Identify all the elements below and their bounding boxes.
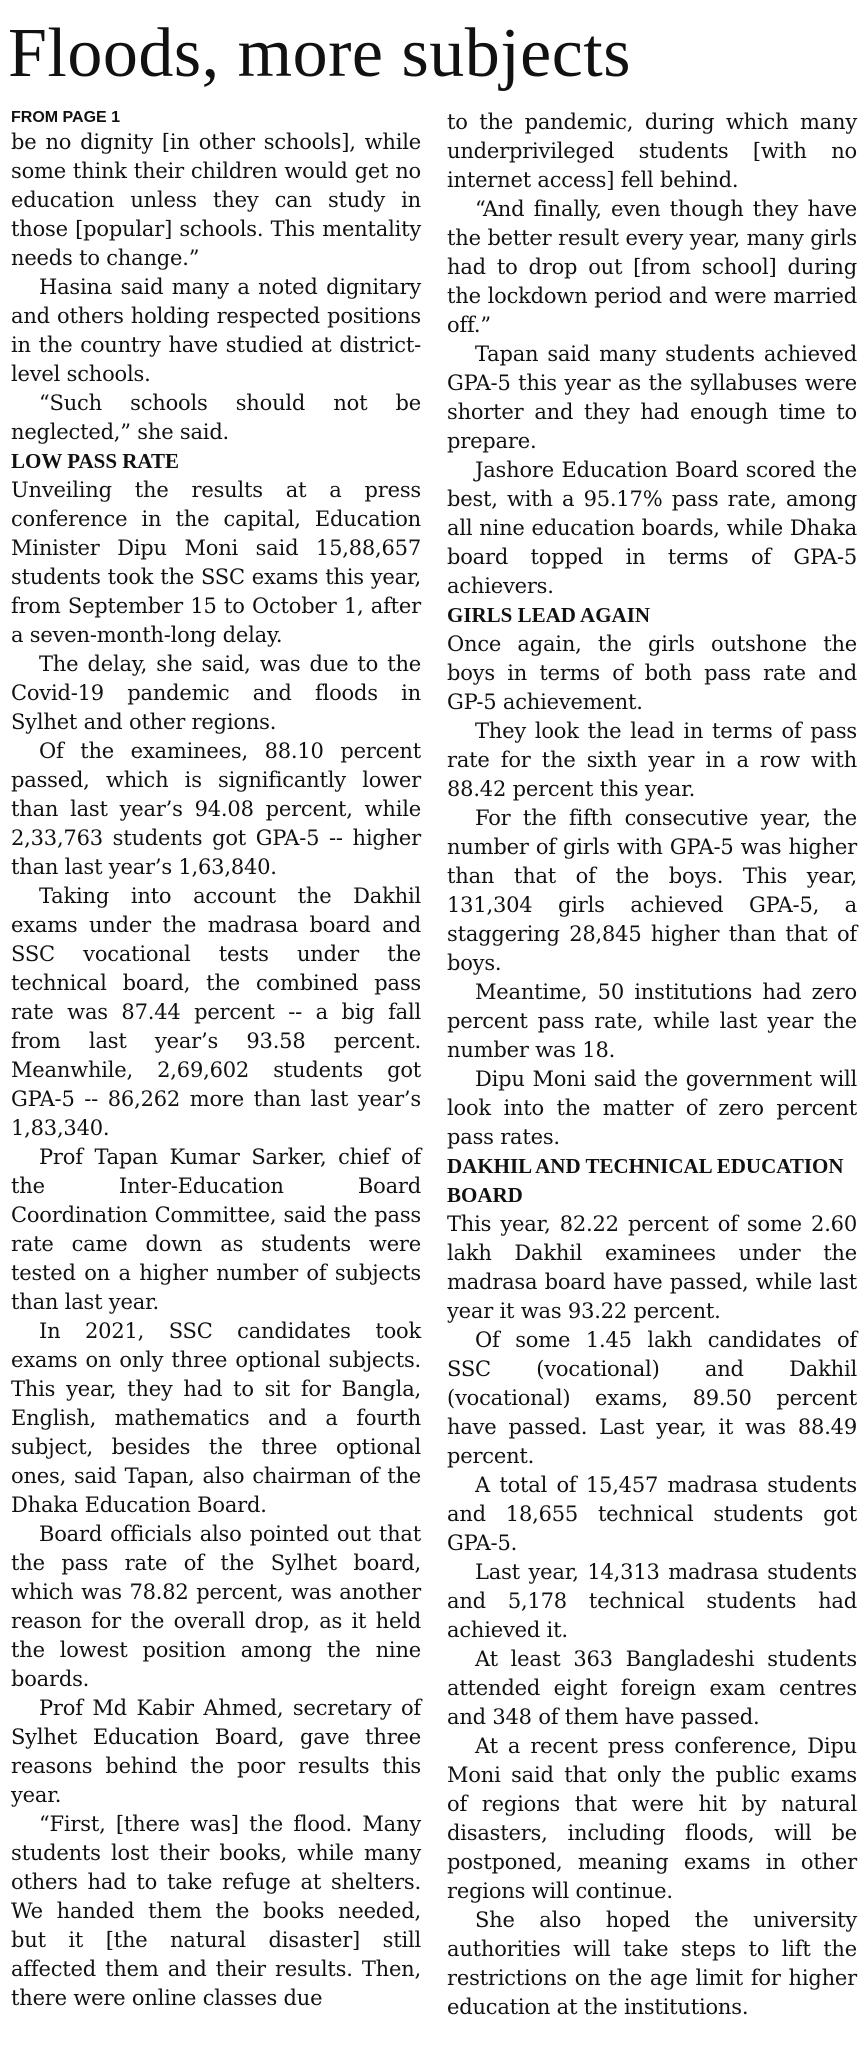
article-paragraph: Of some 1.45 lakh candidates of SSC (vocational) and Dakhil (vocational) exams, 89.50 percent have passed. Last year, it was 88.49 percent. bbox=[447, 1328, 857, 1468]
article-paragraph: At least 363 Bangladeshi students attended eight foreign exam centres and 348 of them have passed. bbox=[447, 1647, 857, 1729]
article-paragraph: Meantime, 50 institutions had zero percent pass rate, while last year the number was 18. bbox=[447, 980, 857, 1062]
article-paragraph: In 2021, SSC candidates took exams on only three optional subjects. This year, they had to sit for Bangla, English, mathematics and a fourth subject, besides the three optional ones, said Tapan, also chairman of the Dhaka Education Board. bbox=[11, 1319, 421, 1517]
article-paragraph: “And finally, even though they have the better result every year, many girls had to drop out [from school] during the lockdown period and were married off.” bbox=[447, 197, 857, 337]
section-subhead: GIRLS LEAD AGAIN bbox=[447, 603, 651, 627]
article-paragraph: Once again, the girls outshone the boys in terms of both pass rate and GP-5 achievement. bbox=[447, 632, 857, 714]
article-paragraph: This year, 82.22 percent of some 2.60 lakh Dakhil examinees under the madrasa board have passed, while last year it was 93.22 percent. bbox=[447, 1212, 857, 1323]
article-paragraph: A total of 15,457 madrasa students and 18,655 technical students got GPA-5. bbox=[447, 1473, 857, 1555]
section-subhead: LOW PASS RATE bbox=[11, 449, 180, 473]
article-paragraph: They look the lead in terms of pass rate for the sixth year in a row with 88.42 percent this year. bbox=[447, 719, 857, 801]
article-paragraph: Last year, 14,313 madrasa students and 5,178 technical students had achieved it. bbox=[447, 1560, 857, 1642]
article-paragraph: Prof Md Kabir Ahmed, secretary of Sylhet Education Board, gave three reasons behind the poor results this year. bbox=[11, 1696, 421, 1807]
headline: Floods, more subjects bbox=[8, 15, 631, 92]
article-paragraph: Hasina said many a noted dignitary and others holding respected positions in the country have studied at district-level schools. bbox=[11, 275, 421, 386]
article-paragraph: The delay, she said, was due to the Covid-19 pandemic and floods in Sylhet and other regions. bbox=[11, 652, 421, 734]
jump-line: FROM PAGE 1 bbox=[11, 109, 121, 126]
section-subhead: DAKHIL AND TECHNICAL EDUCATION BOARD bbox=[447, 1154, 844, 1207]
article-paragraph: For the fifth consecutive year, the number of girls with GPA-5 was higher than that of the boys. This year, 131,304 girls achieved GPA-5, a staggering 28,845 higher than that of boys. bbox=[447, 806, 857, 975]
article-paragraph: Taking into account the Dakhil exams under the madrasa board and SSC vocational tests under the technical board, the combined pass rate was 87.44 percent -- a big fall from last year’s 93.58 percent. Meanwhile, 2,69,602 students got GPA-5 -- 86,262 more than last year’s 1,83,340. bbox=[11, 884, 421, 1140]
article-paragraph: “First, [there was] the flood. Many students lost their books, while many others had to take refuge at shelters. We handed them the books needed, but it [the natural disaster] still affected them and their results. Then, there were online classes due bbox=[11, 1812, 421, 2010]
article-paragraph: At a recent press conference, Dipu Moni said that only the public exams of regions that were hit by natural disasters, including floods, will be postponed, meaning exams in other regions will continue. bbox=[447, 1734, 857, 1903]
article-column-left bbox=[11, 108, 421, 2013]
article-paragraph: “Such schools should not be neglected,” she said. bbox=[11, 391, 421, 444]
article-paragraph: She also hoped the university authorities will take steps to lift the restrictions on the age limit for higher education at the institutions. bbox=[447, 1908, 857, 2019]
article-column-right bbox=[447, 108, 857, 2022]
article-paragraph: Dipu Moni said the government will look into the matter of zero percent pass rates. bbox=[447, 1067, 857, 1149]
article-paragraph: Jashore Education Board scored the best, with a 95.17% pass rate, among all nine education boards, while Dhaka board topped in terms of GPA-5 achievers. bbox=[447, 458, 857, 598]
article-paragraph: Of the examinees, 88.10 percent passed, which is significantly lower than last year’s 94.08 percent, while 2,33,763 students got GPA-5 -- higher than last year’s 1,63,840. bbox=[11, 739, 421, 879]
article-paragraph: Prof Tapan Kumar Sarker, chief of the Inter-Education Board Coordination Committee, said the pass rate came down as students were tested on a higher number of subjects than last year. bbox=[11, 1145, 421, 1314]
article-paragraph: to the pandemic, during which many underprivileged students [with no internet access] fell behind. bbox=[447, 110, 857, 192]
article-paragraph: Board officials also pointed out that the pass rate of the Sylhet board, which was 78.82 percent, was another reason for the overall drop, as it held the lowest position among the nine boards. bbox=[11, 1522, 421, 1691]
article-paragraph: be no dignity [in other schools], while some think their children would get no education unless they can study in those [popular] schools. This mentality needs to change.” bbox=[11, 130, 421, 270]
article-paragraph: Unveiling the results at a press conference in the capital, Education Minister Dipu Moni said 15,88,657 students took the SSC exams this year, from September 15 to October 1, after a seven-month-long delay. bbox=[11, 478, 421, 647]
article-paragraph: Tapan said many students achieved GPA-5 this year as the syllabuses were shorter and they had enough time to prepare. bbox=[447, 342, 857, 453]
